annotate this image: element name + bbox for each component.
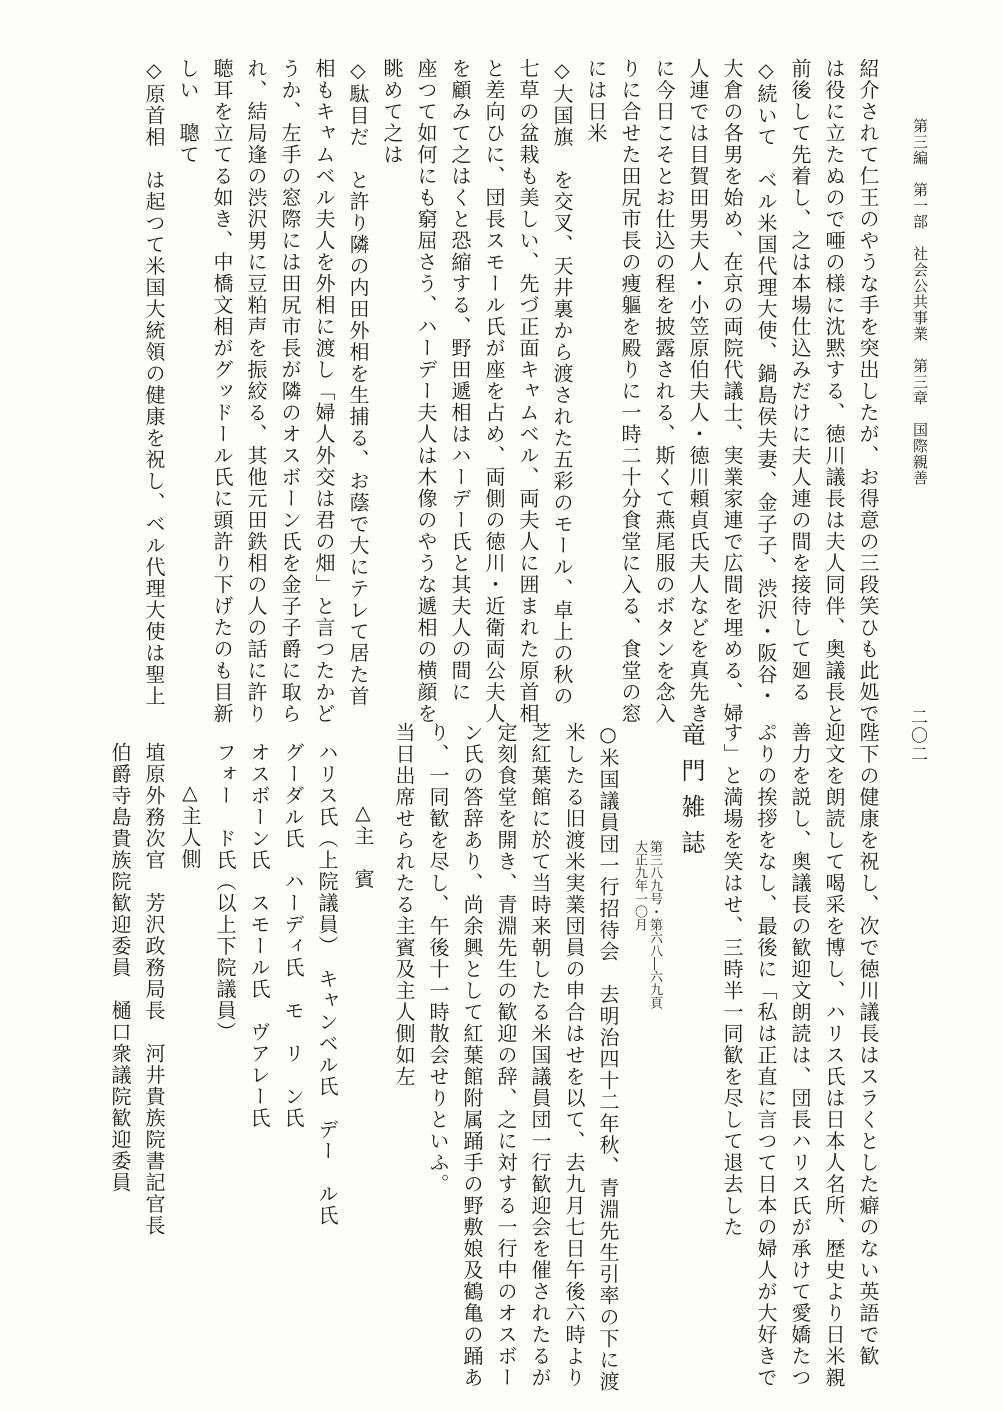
lower-column: 芝紅葉館に於て当時来朝したる米国議員団一行歓迎会を催されたるが: [528, 722, 552, 1389]
upper-column: 七草の盆栽も美しい、先づ正面キャムベル、両夫人に囲まれた原首相: [516, 58, 540, 725]
upper-column: に今日こそとお仕込の程を披露される、斯くて燕尾服のボタンを念入: [652, 58, 676, 725]
host-row: 伯爵寺島貴族院歓迎委員 樋口衆議院歓迎委員: [108, 742, 132, 1194]
lower-column: 米したる旧渡米実業団員の申合はせを以て、去九月七日午後六時より: [562, 722, 586, 1389]
upper-column: しい 聰て: [176, 58, 200, 166]
section-reference: 第三八九号・第六八―六九頁: [647, 840, 662, 1009]
upper-column: と差向ひに、団長スモール氏が座を占め、両側の徳川・近衛両公夫人: [482, 58, 506, 725]
running-head: 第三編 第一部 社会公共事業 第三章 国際親善: [911, 118, 929, 486]
lower-column: ○米国議員団一行招待会 去明治四十二年秋、青淵先生引率の下に渡: [596, 722, 620, 1393]
upper-column: ◇続いて ベル米国代理大使、鍋島侯夫妻、金子子、渋沢・阪谷・: [754, 58, 778, 707]
guest-row: オスボーン氏 スモール氏 ヴアレー氏: [247, 742, 271, 1129]
lower-column: 定刻食堂を開き、青淵先生の歓迎の辞、之に対する一行中のオスボー: [494, 722, 518, 1389]
lower-column: 当日出席せられたる主賓及主人側如左: [392, 722, 416, 1088]
upper-column: には日米: [584, 58, 608, 144]
upper-column: を顧みて之はくと恐縮する、野田遞相はハーデー氏と其夫人の間に: [448, 58, 472, 703]
lower-column: 陛下の健康を祝し、次で徳川議長はスラくとした癖のない英語で歓: [856, 722, 880, 1367]
hosts-heading: △主人側: [178, 780, 202, 870]
host-row: 埴原外務次官 芳沢政務局長 河井貴族院書記官長: [142, 742, 166, 1237]
lower-column: 善力を説し、奥議長の歓迎文朗読は、団長ハリス氏が承けて愛嬌たつ: [788, 722, 812, 1389]
guest-row: フォー ド氏（以上下院議員）: [213, 742, 237, 1043]
guest-row: ハリス氏（上院議員） キャンベル氏 デー ル氏: [315, 742, 339, 1227]
upper-column: 大倉の各男を始め、在京の両院代議士、実業家連で広間を埋める、婦: [720, 58, 744, 725]
upper-column: ◇駄目だ と許り隣の内田外相を生捕る、お蔭で大にテレて居た首: [346, 58, 370, 707]
upper-column: 紹介されて仁王のやうな手を突出したが、お得意の三段笑ひも此処で: [856, 58, 880, 725]
upper-column: ◇原首相 は起つて米国大統領の健康を祝し、ベル代理大使は聖上: [142, 58, 166, 707]
upper-column: 人連では目賀田男夫人・小笠原伯夫人・徳川頼貞氏夫人などを真先き: [686, 58, 710, 725]
upper-column: 相もキャムベル夫人を外相に渡し「婦人外交は君の畑」と言つたかど: [312, 58, 336, 725]
upper-column: は役に立たぬので唖の様に沈黙する、徳川議長は夫人同伴、奥議長と: [822, 58, 846, 725]
upper-column: りに合せた田尻市長の痩軀を殿りに一時二十分食堂に入る、食堂の窓: [618, 58, 642, 725]
upper-column: ◇大国旗 を交叉、天井裏から渡された五彩のモール、卓上の秋の: [550, 58, 574, 707]
upper-column: うか、左手の窓際には田尻市長が隣のオスボーン氏を金子子爵に取ら: [278, 58, 302, 725]
upper-column: 眺めて之は: [380, 58, 404, 166]
upper-column: 前後して先着し、之は本場仕込みだけに夫人連の間を接待して廻る: [788, 58, 812, 703]
lower-column: ン氏の答辞あり、尚余興として紅葉館附属踊手の野敷娘及鶴亀の踊あ: [460, 722, 484, 1389]
guest-row: グーダル氏 ハーディ氏 モ リ ン氏: [281, 742, 305, 1129]
section-title: 竜門雑誌: [677, 722, 705, 866]
upper-column: 聴耳を立てる如き、中橋文相がグッドール氏に頭許り下げたのも目新: [210, 58, 234, 725]
guests-heading: △主 賓: [351, 800, 375, 890]
section-reference: 大正九年一〇月: [632, 840, 647, 931]
upper-column: れ、結局逢の渋沢男に豆粕声を振絞る、其他元田鉄相の人の話に許り: [244, 58, 268, 725]
lower-column: り、一同歓を尽し、午後十一時散会せりといふ。: [426, 722, 450, 1195]
upper-column: 座つて如何にも窮屈さう、ハーデー夫人は木像のやうな遞相の横顔を: [414, 58, 438, 725]
page-number: 二〇二: [907, 708, 927, 764]
lower-column: ぷりの挨拶をなし、最後に「私は正直に言つて日本の婦人が大好きで: [754, 722, 778, 1389]
lower-column: す」と満場を笑はせ、三時半一同歓を尽して退去した: [720, 722, 744, 1238]
lower-column: 迎文を朗読して喝采を博し、ハリス氏は日本人名所、歴史より日米親: [822, 722, 846, 1389]
